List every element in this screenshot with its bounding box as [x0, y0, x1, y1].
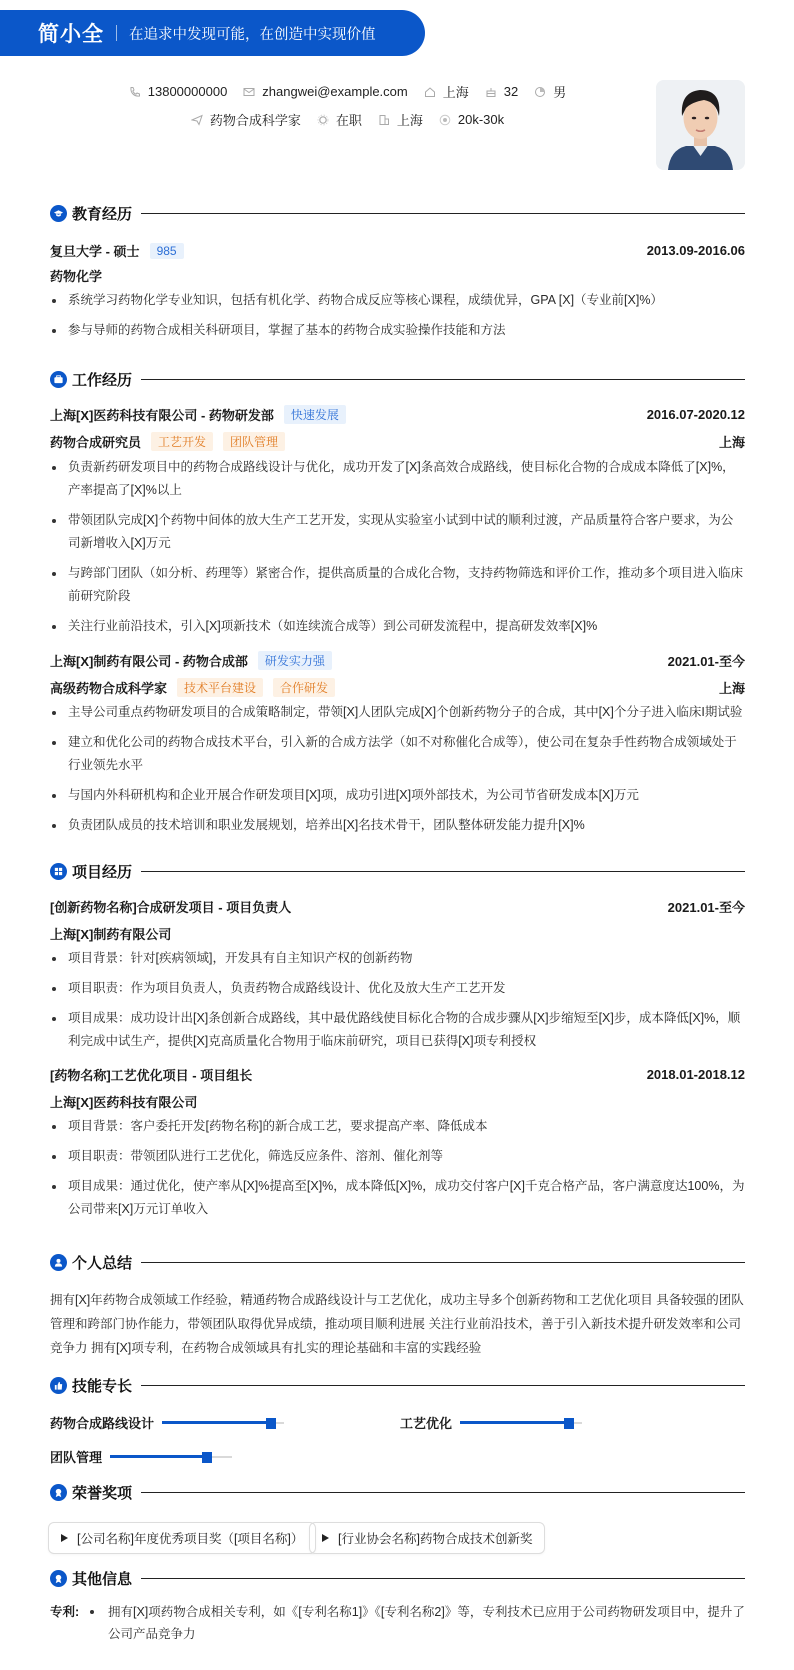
work-1-header	[50, 405, 745, 424]
contact-age	[485, 84, 518, 99]
role-name: 药物合成研究员	[50, 435, 142, 450]
other-info-label: 专利:	[50, 1605, 80, 1619]
section-title-text: 工作经历	[72, 372, 133, 389]
skill-level-knob	[202, 1452, 212, 1463]
section-divider	[141, 1578, 745, 1580]
award-icon	[50, 1484, 67, 1501]
list-item: 与跨部门团队（如分析、药理等）紧密合作，提供高质量的合成化合物，支持药物筛选和评价工作，推动多个项目进入临床前研究阶段	[50, 562, 745, 608]
list-item: 主导公司重点药物研发项目的合成策略制定，带领[X]人团队完成[X]个创新药物分子的合成，其中[X]个分子进入临床I期试验	[50, 701, 745, 724]
mail-icon	[243, 86, 255, 98]
role-tag: 技术平台建设	[177, 678, 263, 697]
list-item: 建立和优化公司的药物合成技术平台，引入新的合成方法学（如不对称催化合成等），使公司在复杂手性药物合成领域处于行业领先水平	[50, 731, 745, 777]
section-work-title	[50, 369, 745, 390]
skill-level-knob	[564, 1418, 574, 1429]
contact-row-2	[0, 110, 630, 129]
list-item: 项目背景：客户委托开发[药物名称]的新合成工艺，要求提高产率、降低成本	[50, 1115, 745, 1138]
contact-gender	[534, 82, 566, 101]
salary-value: 20k-30k	[457, 112, 505, 127]
list-item: 负责新药研发项目中的药物合成路线设计与优化，成功开发了[X]条高效合成路线，使目标化合物的合成成本降低了[X]%，产率提高了[X]%以上	[50, 456, 745, 502]
section-divider	[141, 1492, 745, 1494]
section-summary-title	[50, 1252, 745, 1273]
work-2-bullets	[50, 701, 745, 844]
skill-level-knob	[266, 1418, 276, 1429]
thumbs-up-icon	[50, 1377, 67, 1394]
education-bullets	[50, 289, 745, 349]
home-icon	[424, 86, 436, 98]
award-item	[48, 1522, 316, 1554]
city-value: 上海	[396, 113, 423, 128]
play-triangle-icon	[322, 1534, 329, 1542]
email-value: zhangwei@example.com	[262, 84, 408, 99]
company-name: 上海[X]制药有限公司 - 药物合成部	[50, 654, 248, 669]
project-1-bullets	[50, 947, 745, 1060]
section-divider	[141, 1385, 745, 1387]
send-icon	[191, 114, 203, 126]
status-value: 在职	[335, 113, 362, 128]
gender-value: 男	[553, 85, 567, 100]
work-location: 上海	[718, 435, 745, 450]
section-divider	[141, 379, 745, 381]
school-tag: 985	[150, 243, 184, 259]
work-2-role	[50, 678, 745, 697]
age-value: 32	[503, 84, 519, 99]
list-item: 项目背景：针对[疾病领域]，开发具有自主知识产权的创新药物	[50, 947, 745, 970]
list-item: 参与导师的药物合成相关科研项目，掌握了基本的药物合成实验操作技能和方法	[50, 319, 745, 342]
list-item: 关注行业前沿技术，引入[X]项新技术（如连续流合成等）到公司研发流程中，提高研发效率[X]%	[50, 615, 745, 638]
work-location: 上海	[718, 681, 745, 696]
other-info-text: 拥有[X]项药物合成相关专利，如《[专利名称1]》《[专利名称2]》等，专利技术已应用于公司药物研发项目中，提升了公司产品竞争力	[80, 1601, 750, 1645]
section-awards-title	[50, 1482, 745, 1503]
section-title-text: 其他信息	[72, 1571, 133, 1588]
briefcase-icon	[50, 371, 67, 388]
grid-icon	[50, 863, 67, 880]
section-skills-title	[50, 1375, 745, 1396]
salary-icon	[439, 114, 451, 126]
section-divider	[141, 871, 745, 873]
list-item: 负责团队成员的技术培训和职业发展规划，培养出[X]名技术骨干，团队整体研发能力提升[X]%	[50, 814, 745, 837]
phone-value: 13800000000	[147, 84, 228, 99]
education-major: 药物化学	[50, 269, 103, 284]
position-value: 药物合成科学家	[209, 113, 301, 128]
company-name: 上海[X]医药科技有限公司 - 药物研发部	[50, 408, 274, 423]
summary-text: 拥有[X]年药物合成领域工作经验，精通药物合成路线设计与工艺优化，成功主导多个创新药物和工艺优化项目 具备较强的团队管理和跨部门协作能力，带领团队取得优异成绩，推动项目顺利进展 关注行业前沿技术，善于引入新技术提升研发效率和公司竞争力 拥有[X]项专利，在药物合成领域具有扎实的理论基础和丰富的实践经验	[50, 1293, 744, 1355]
contact-position	[191, 110, 301, 129]
graduation-cap-icon	[50, 205, 67, 222]
contact-phone	[129, 84, 228, 99]
contact-email	[243, 84, 407, 99]
skill-item	[400, 1413, 582, 1432]
role-tag: 团队管理	[223, 432, 285, 451]
play-triangle-icon	[61, 1534, 68, 1542]
section-title-text: 荣誉奖项	[72, 1485, 133, 1502]
list-item: 与国内外科研机构和企业开展合作研发项目[X]项，成功引进[X]项外部技术，为公司节省研发成本[X]万元	[50, 784, 745, 807]
header-banner	[0, 10, 425, 56]
company-tag: 研发实力强	[258, 651, 332, 670]
skill-name: 团队管理	[50, 1450, 103, 1465]
list-item: 项目职责：作为项目负责人，负责药物合成路线设计、优化及放大生产工艺开发	[50, 977, 745, 1000]
project-2-header	[50, 1065, 745, 1084]
status-icon	[317, 114, 329, 126]
project-company: 上海[X]制药有限公司	[50, 927, 172, 942]
info-icon	[50, 1570, 67, 1587]
section-divider	[141, 213, 745, 215]
project-company: 上海[X]医药科技有限公司	[50, 1095, 198, 1110]
location-value: 上海	[442, 85, 469, 100]
skill-level-bar	[162, 1417, 284, 1429]
project-name: [药物名称]工艺优化项目 - 项目组长	[50, 1068, 253, 1083]
skill-item	[50, 1413, 284, 1432]
contact-row-1	[0, 82, 630, 101]
project-name: [创新药物名称]合成研发项目 - 项目负责人	[50, 900, 292, 915]
motto: 在追求中发现可能，在创造中实现价值	[129, 26, 376, 43]
award-label: [公司名称]年度优秀项目奖（[项目名称]）	[77, 1532, 304, 1546]
section-title-text: 个人总结	[72, 1255, 133, 1272]
work-1-bullets	[50, 456, 745, 645]
avatar-photo	[656, 80, 745, 170]
project-period: 2018.01-2018.12	[646, 1067, 745, 1082]
gender-icon	[534, 86, 546, 98]
role-name: 高级药物合成科学家	[50, 681, 168, 696]
candidate-name: 简小全	[38, 23, 104, 46]
project-period: 2021.01-至今	[667, 900, 745, 915]
section-title-text: 教育经历	[72, 206, 133, 223]
phone-icon	[129, 86, 141, 98]
list-item: 项目成果：成功设计出[X]条创新合成路线，其中最优路线使目标化合物的合成步骤从[X]步缩短至[X]步，成本降低[X]%，顺利完成中试生产，提供[X]克高质量化合物用于临床前研究，项目已获得[X]项专利授权	[50, 1007, 745, 1053]
section-title-text: 项目经历	[72, 864, 133, 881]
list-item: 系统学习药物化学专业知识，包括有机化学、药物合成反应等核心课程，成绩优异，GPA [X]（专业前[X]%）	[50, 289, 745, 312]
divider	[116, 25, 117, 41]
list-item: 带领团队完成[X]个药物中间体的放大生产工艺开发，实现从实验室小试到中试的顺利过渡，产品质量符合客户要求，为公司新增收入[X]万元	[50, 509, 745, 555]
section-title-text: 技能专长	[72, 1378, 133, 1395]
school-name: 复旦大学 - 硕士	[50, 244, 140, 259]
education-period: 2013.09-2016.06	[646, 243, 745, 258]
skill-name: 工艺优化	[400, 1416, 453, 1431]
building-icon	[378, 114, 390, 126]
section-divider	[141, 1262, 745, 1264]
skill-name: 药物合成路线设计	[50, 1416, 155, 1431]
contact-status	[317, 110, 362, 129]
work-1-role	[50, 432, 745, 451]
other-info-item	[50, 1601, 750, 1645]
skill-item	[50, 1447, 232, 1466]
user-icon	[50, 1254, 67, 1271]
project-1-header	[50, 897, 745, 916]
list-item: 项目职责：带领团队进行工艺优化，筛选反应条件、溶剂、催化剂等	[50, 1145, 745, 1168]
award-item	[309, 1522, 545, 1554]
work-2-header	[50, 651, 745, 670]
cake-icon	[485, 86, 497, 98]
education-header	[50, 241, 745, 260]
contact-salary	[439, 112, 504, 127]
section-education-title	[50, 203, 745, 224]
role-tag: 合作研发	[273, 678, 335, 697]
contact-city	[378, 110, 423, 129]
project-2-bullets	[50, 1115, 745, 1228]
company-tag: 快速发展	[284, 405, 346, 424]
role-tag: 工艺开发	[151, 432, 213, 451]
list-item: 项目成果：通过优化，使产率从[X]%提高至[X]%，成本降低[X]%，成功交付客户[X]千克合格产品，客户满意度达100%，为公司带来[X]万元订单收入	[50, 1175, 745, 1221]
work-period: 2021.01-至今	[667, 654, 745, 669]
award-label: [行业协会名称]药物合成技术创新奖	[338, 1532, 533, 1546]
work-period: 2016.07-2020.12	[646, 407, 745, 422]
section-projects-title	[50, 861, 745, 882]
skill-level-bar	[110, 1451, 232, 1463]
contact-location	[424, 82, 469, 101]
skill-level-bar	[460, 1417, 582, 1429]
section-other-title	[50, 1568, 745, 1589]
